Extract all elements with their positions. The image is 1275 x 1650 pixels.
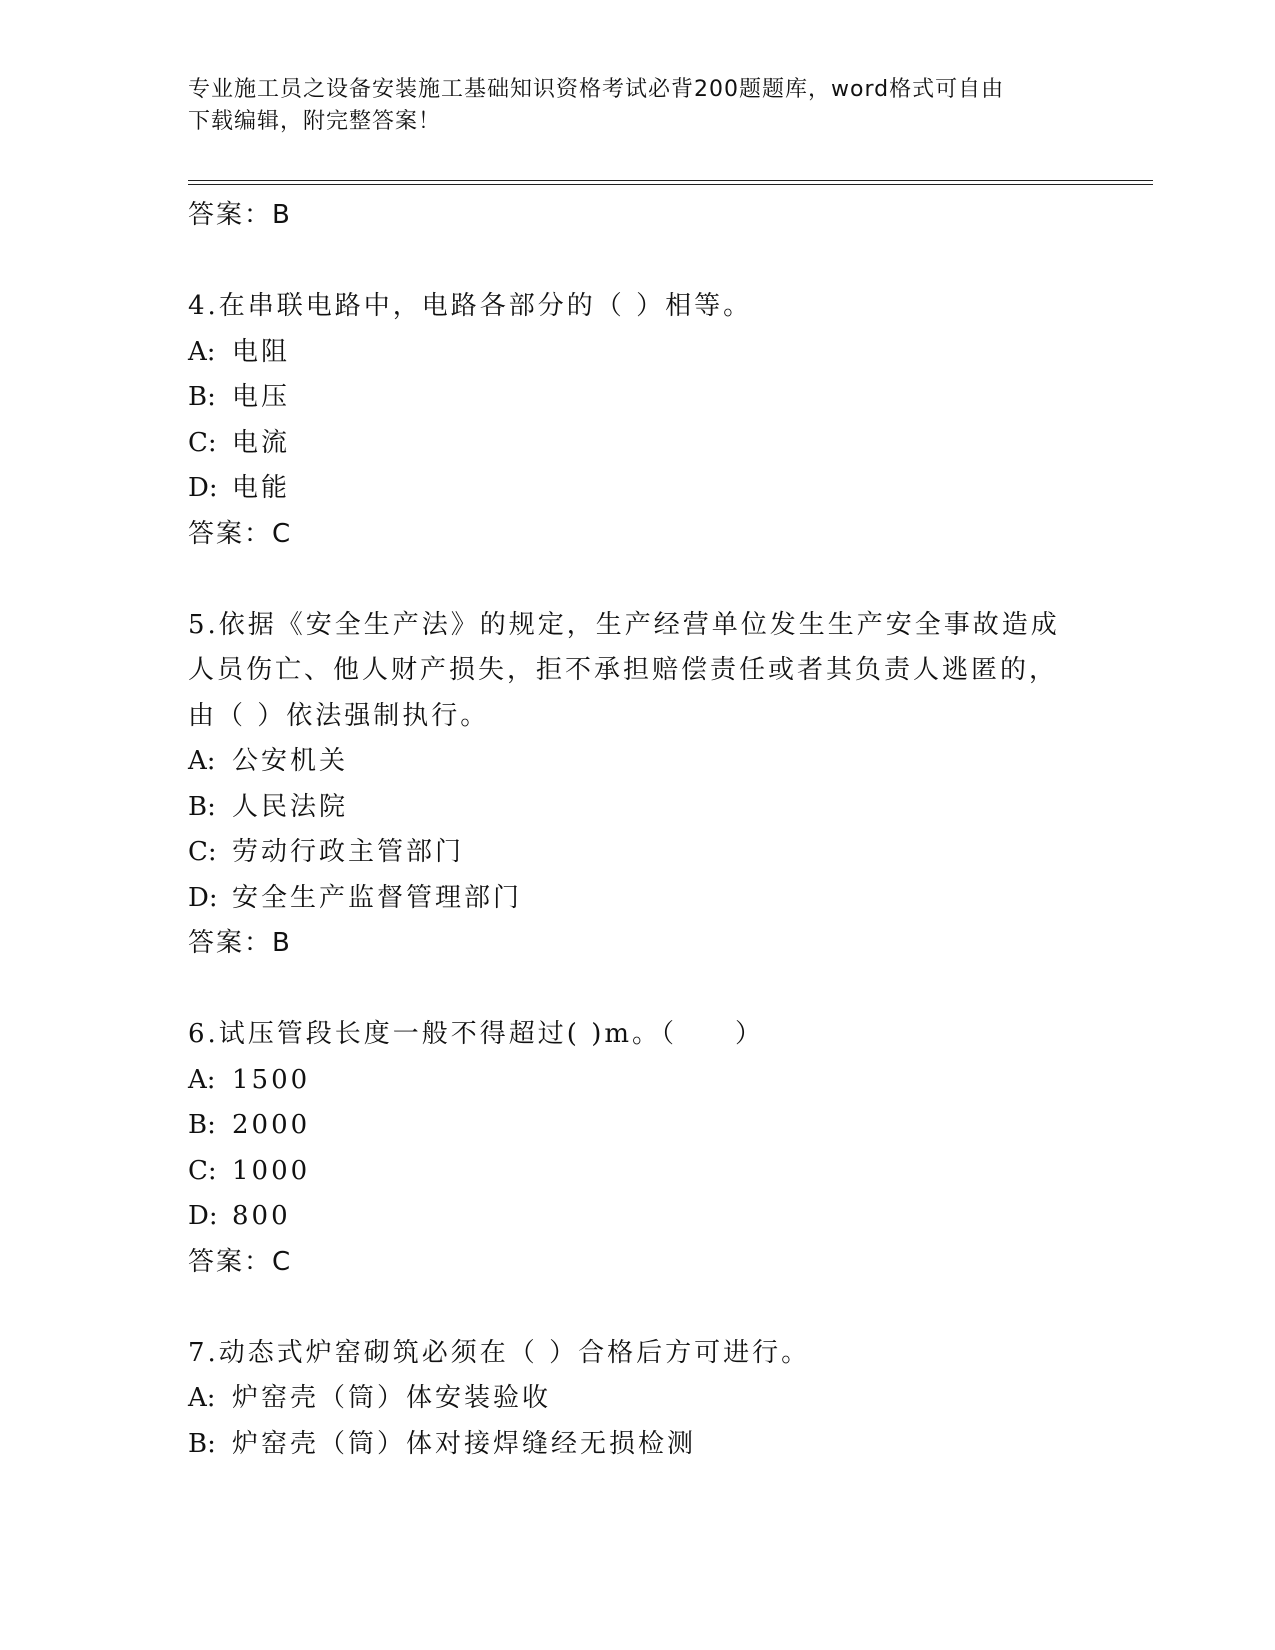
option-c: C: 劳动行政主管部门	[188, 837, 465, 867]
question-5	[188, 603, 1088, 967]
question-stem-line-1: 5.依据《安全生产法》的规定，生产经营单位发生生产安全事故造成	[188, 609, 1060, 640]
question-6	[188, 1012, 1088, 1285]
answer-line: 答案：B	[188, 200, 292, 230]
document-header	[188, 74, 1068, 138]
header-line-1: 专业施工员之设备安装施工基础知识资格考试必背200题题库，word格式可自由	[188, 77, 1005, 102]
option-a: A: 公安机关	[188, 746, 349, 776]
answer-line: 答案：C	[188, 1246, 293, 1277]
option-b: B: 人民法院	[188, 791, 349, 822]
option-b: B: 炉窑壳（筒）体对接焊缝经无损检测	[188, 1428, 697, 1459]
option-c: C: 1000	[188, 1155, 311, 1186]
option-b: B: 电压	[188, 382, 291, 412]
question-stem: 4.在串联电路中，电路各部分的（ ）相等。	[188, 291, 753, 321]
question-list	[188, 193, 1088, 1467]
option-a: A: 1500	[188, 1064, 311, 1095]
question-stem: 6.试压管段长度一般不得超过( )m。（ ）	[188, 1019, 765, 1049]
option-a: A: 炉窑壳（筒）体安装验收	[188, 1383, 552, 1413]
option-b: B: 2000	[188, 1110, 311, 1140]
answer-line: 答案：C	[188, 518, 293, 549]
answer-line: 答案：B	[188, 928, 292, 958]
header-divider-top	[188, 180, 1153, 181]
option-d: D: 电能	[188, 473, 291, 503]
question-stem: 7.动态式炉窑砌筑必须在（ ）合格后方可进行。	[188, 1337, 811, 1368]
question-stem-line-2: 人员伤亡、他人财产损失，拒不承担赔偿责任或者其负责人逃匿的，	[188, 655, 1059, 685]
question-4	[188, 284, 1088, 557]
header-divider-bottom	[188, 184, 1153, 185]
header-line-2: 下载编辑，附完整答案！	[188, 109, 442, 134]
option-c: C: 电流	[188, 427, 291, 458]
option-d: D: 800	[188, 1201, 291, 1231]
question-7	[188, 1331, 1088, 1468]
option-a: A: 电阻	[188, 336, 291, 367]
question-stem-line-3: 由（ ）依法强制执行。	[188, 700, 490, 731]
option-d: D: 安全生产监督管理部门	[188, 882, 523, 913]
